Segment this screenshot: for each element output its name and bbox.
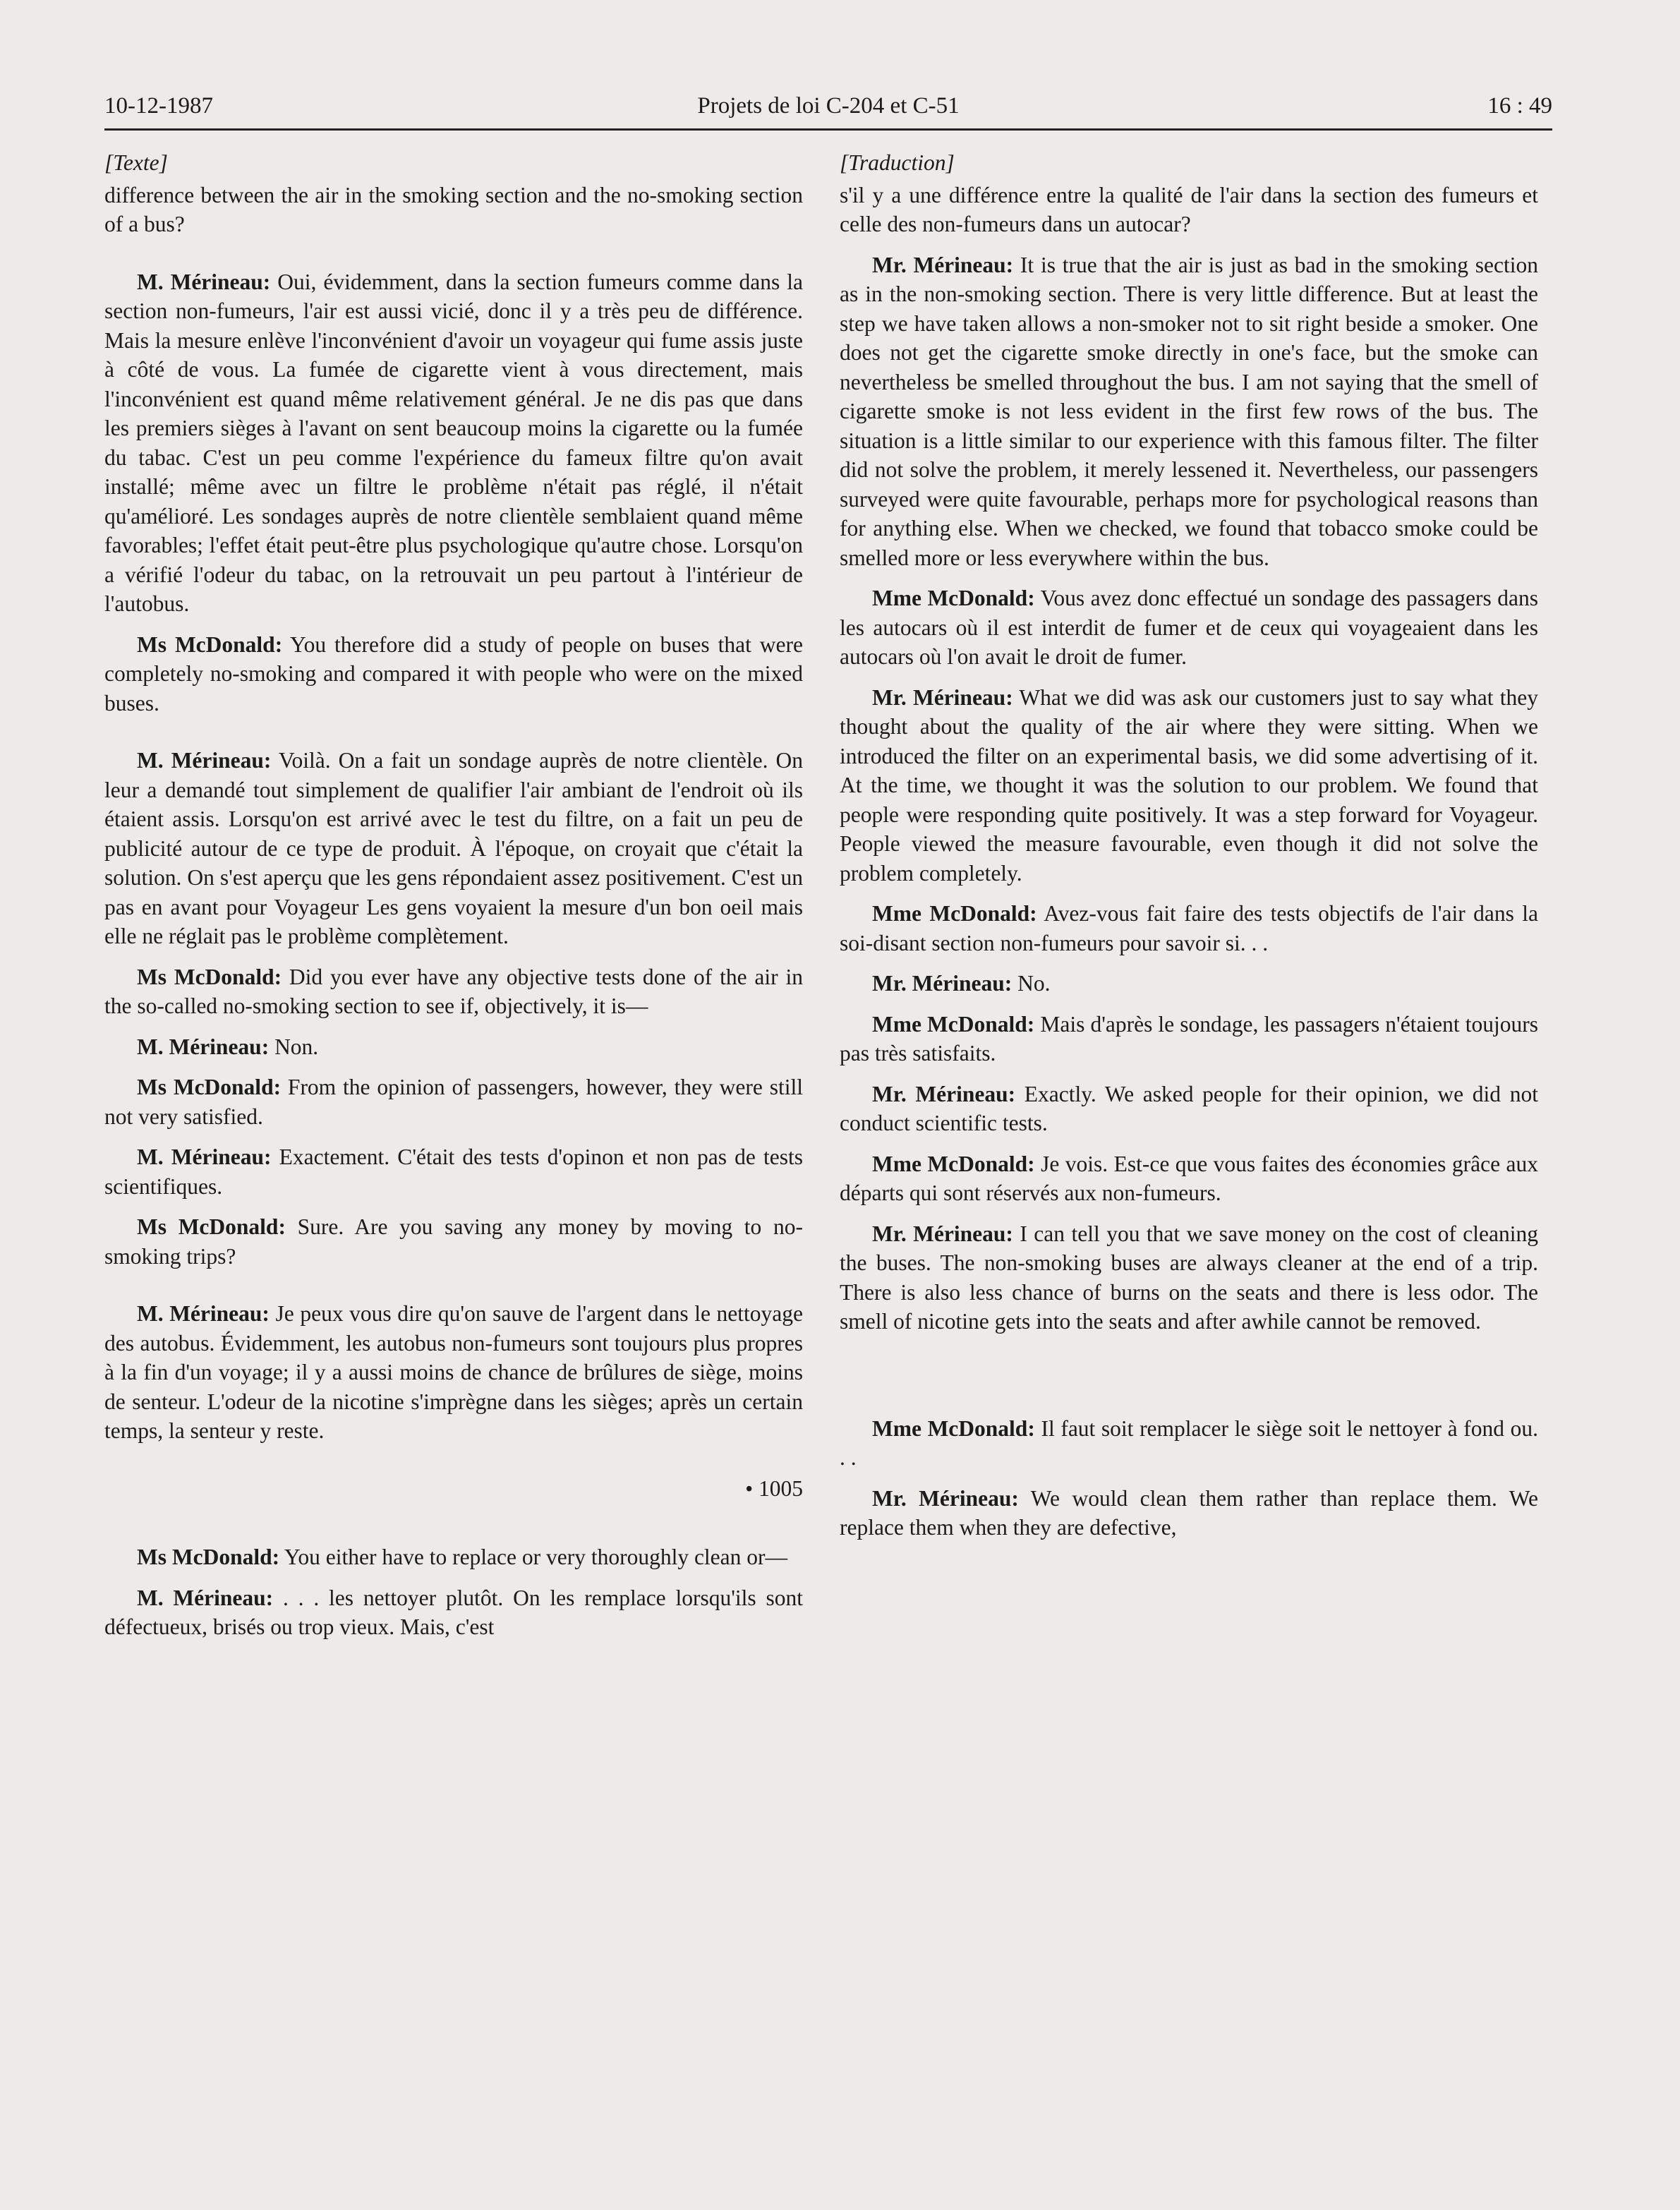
- speech-text: I can tell you that we save money on the cost of cleaning the buses. The non-smoking buses are always cleaner at the end of a trip. There is also less chance of burns on the seats and there is less odor. The smell of nicotine gets into the seats and after awhile cannot be removed.: [840, 1221, 1538, 1334]
- paragraph: s'il y a une différence entre la qualité de l'air dans la section des fumeurs et celle des non-fumeurs dans un autocar?: [840, 182, 1538, 236]
- speaker-name: Ms McDonald:: [137, 964, 282, 989]
- paragraph: [840, 1080, 1538, 1138]
- column-tag: [Texte]: [104, 150, 168, 175]
- speaker-name: M. Mérineau:: [137, 748, 272, 773]
- paragraph: [104, 1542, 803, 1572]
- paragraph: [104, 962, 803, 1021]
- paragraph: [840, 250, 1538, 573]
- speech-text: Avez-vous fait faire des tests objectifs de l'air dans la soi-disant section non-fumeurs pour savoir si. . .: [840, 901, 1538, 955]
- paragraph: [104, 1583, 803, 1642]
- paragraph: [840, 1484, 1538, 1542]
- speech-text: From the opinion of passengers, however, they were still not very satisfied.: [104, 1075, 803, 1129]
- speaker-name: M. Mérineau:: [137, 1301, 270, 1326]
- speech-text: Exactly. We asked people for their opinion, we did not conduct scientific tests.: [840, 1081, 1538, 1135]
- header-title: Projets de loi C-204 et C-51: [697, 93, 960, 119]
- speech-text: We would clean them rather than replace them. We replace them when they are defective,: [840, 1485, 1538, 1540]
- speech-text: Je vois. Est-ce que vous faites des économies grâce aux départs qui sont réservés aux non-fumeurs.: [840, 1151, 1538, 1205]
- speech-text: No.: [1012, 971, 1051, 996]
- speaker-name: Ms McDonald:: [137, 1075, 282, 1099]
- paragraph: [840, 969, 1538, 998]
- paragraph: [104, 1299, 803, 1446]
- speaker-name: Mme McDonald:: [872, 1151, 1035, 1176]
- column-tag: [Traduction]: [840, 150, 955, 175]
- speaker-name: Mme McDonald:: [872, 586, 1035, 610]
- speaker-name: Mr. Mérineau:: [872, 1485, 1019, 1511]
- header-date: 10-12-1987: [104, 93, 213, 119]
- paragraph: difference between the air in the smoking section and the no-smoking section of a bus?: [104, 182, 803, 236]
- header-page-number: 16 : 49: [1487, 93, 1552, 119]
- speaker-name: Mme McDonald:: [872, 1011, 1035, 1037]
- paragraph: [840, 1414, 1538, 1473]
- paragraph: [104, 1032, 803, 1062]
- paragraph: [840, 899, 1538, 958]
- page-header: [104, 90, 1552, 131]
- speech-text: You therefore did a study of people on buses that were completely no-smoking and compared it with people who were on the mixed buses.: [104, 632, 803, 715]
- speech-text: Vous avez donc effectué un sondage des passagers dans les autocars où il est interdit de fumer et de ceux qui voyageaient dans les autocars où l'on avait le droit de fumer.: [840, 586, 1538, 669]
- speaker-name: Mr. Mérineau:: [872, 252, 1014, 277]
- speaker-name: Ms McDonald:: [137, 632, 283, 657]
- speaker-name: Mme McDonald:: [872, 1415, 1035, 1441]
- speech-text: It is true that the air is just as bad in the smoking section as in the non-smoking section. There is very little difference. But at least the step we have taken allows a non-smoker not to sit right beside a smoker. One does not get the cigarette smoke directly in one's face, but the smoke can nevertheless be smelled throughout the bus. I am not saying that the smell of cigarette smoke is not less evident in the first few rows of the bus. The situation is a little similar to our experience with this famous filter. The filter did not solve the problem, it merely lessened it. Nevertheless, our passengers surveyed were quite favourable, perhaps more for psychological reasons than for anything else. When we checked, we found that tobacco smoke could be smelled more or less everywhere within the bus.: [840, 252, 1538, 570]
- speaker-name: Mr. Mérineau:: [872, 684, 1013, 710]
- speech-text: What we did was ask our customers just to say what they thought about the quality of the air where they were sitting. When we introduced the filter on an experimental basis, we did some advertising of it. At the time, we thought it was the solution to our problem. We found that people were responding quite positively. It was a step forward for Voyageur. People viewed the measure favourable, even though it did not solve the problem completely.: [840, 684, 1538, 886]
- left-column-english: [104, 148, 803, 1653]
- paragraph: [840, 1010, 1538, 1068]
- speech-text: Il faut soit remplacer le siège soit le nettoyer à fond ou. . .: [840, 1415, 1538, 1470]
- right-column-translation: [840, 148, 1538, 1554]
- speech-text: Did you ever have any objective tests done of the air in the so-called no-smoking section to see if, objectively, it is—: [104, 964, 803, 1018]
- speaker-name: Mr. Mérineau:: [872, 971, 1013, 996]
- speaker-name: Ms McDonald:: [137, 1214, 286, 1239]
- speech-text: Sure. Are you saving any money by moving to no-smoking trips?: [104, 1214, 804, 1269]
- speaker-name: M. Mérineau:: [137, 1585, 274, 1610]
- speaker-name: Mr. Mérineau:: [872, 1081, 1016, 1106]
- speech-text: You either have to replace or very thoroughly clean or—: [279, 1545, 788, 1569]
- speech-text: Exactement. C'était des tests d'opinon et non pas de tests scientifiques.: [104, 1145, 804, 1199]
- paragraph: [104, 1142, 803, 1201]
- speaker-name: Ms McDonald:: [137, 1545, 280, 1569]
- paragraph: [104, 746, 803, 951]
- speech-text: Je peux vous dire qu'on sauve de l'argent dans le nettoyage des autobus. Évidemment, les autobus non-fumeurs sont toujours plus propres à la fin d'un voyage; il y a aussi moins de chance de brûlures de siège, moins de senteur. L'odeur de la nicotine s'imprègne dans les sièges; après un certain temps, la senteur y reste.: [104, 1301, 803, 1443]
- paragraph: [104, 267, 803, 619]
- speaker-name: M. Mérineau:: [137, 1034, 270, 1059]
- speech-text: Mais d'après le sondage, les passagers n'étaient toujours pas très satisfaits.: [840, 1011, 1538, 1065]
- speech-text: Voilà. On a fait un sondage auprès de notre clientèle. On leur a demandé tout simplement de qualifier l'air ambiant de l'endroit où ils étaient assis. Lorsqu'on est arrivé avec le test du filtre, on a fait un peu de publicité autour de ce type de produit. À l'époque, on croyait que c'était la solution. On s'est aperçu que les gens répondaient assez positivement. C'est un pas en avant pour Voyageur Les gens voyaient la mesure d'un bon oeil mais elle ne réglait pas le problème complètement.: [104, 748, 803, 948]
- paragraph: [104, 1073, 803, 1131]
- paragraph: [104, 1212, 803, 1271]
- speaker-name: M. Mérineau:: [137, 269, 271, 294]
- speaker-name: Mme McDonald:: [872, 901, 1037, 926]
- speaker-name: M. Mérineau:: [137, 1145, 272, 1169]
- speech-text: Non.: [269, 1034, 319, 1059]
- paragraph: [840, 1219, 1538, 1336]
- paragraph: [840, 683, 1538, 888]
- speaker-name: Mr. Mérineau:: [872, 1221, 1013, 1246]
- paragraph: [104, 630, 803, 718]
- time-marker: • 1005: [745, 1475, 803, 1501]
- speech-text: Oui, évidemment, dans la section fumeurs comme dans la section non-fumeurs, l'air est aussi vicié, donc il y a très peu de différence. Mais la mesure enlève l'inconvénient d'avoir un voyageur qui fume assis juste à côté de vous. La fumée de cigarette vient à vous directement, mais l'inconvénient est quand même relativement général. Je ne dis pas que dans les premiers sièges à l'avant on sent beaucoup moins la cigarette ou la fumée du tabac. C'est un peu comme l'expérience du fameux filtre qu'on avait installé; même avec un filtre le problème n'était pas réglé, il n'était qu'amélioré. Les sondages auprès de notre clientèle semblaient quand même favorables; l'effet était peut-être plus psychologique qu'autre chose. Lorsqu'on a vérifié l'odeur du tabac, on la retrouvait un peu partout à l'intérieur de l'autobus.: [104, 269, 804, 616]
- speech-text: . . . les nettoyer plutôt. On les remplace lorsqu'ils sont défectueux, brisés ou trop vieux. Mais, c'est: [104, 1585, 804, 1639]
- paragraph: [840, 1149, 1538, 1208]
- paragraph: [840, 584, 1538, 672]
